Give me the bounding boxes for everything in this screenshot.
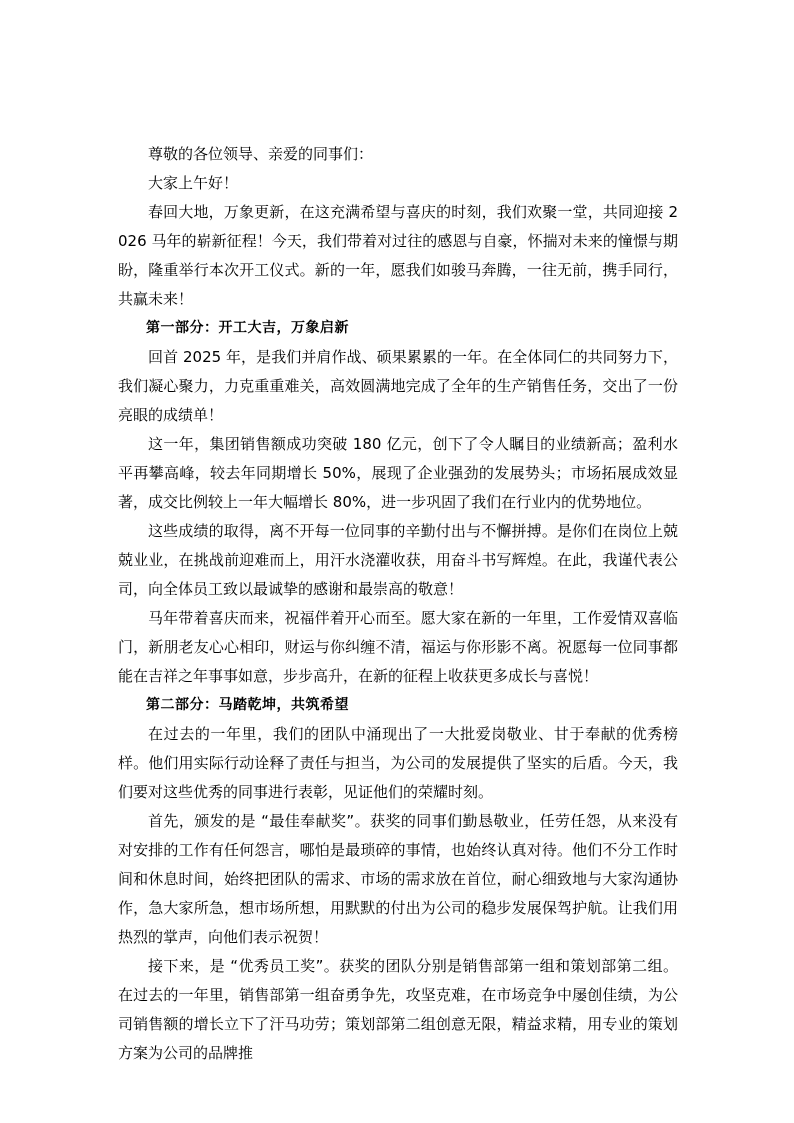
document-body xyxy=(118,140,678,1068)
section-one-paragraph-4: 马年带着喜庆而来，祝福伴着开心而至。愿大家在新的一年里，工作爱情双喜临门，新朋老友心心相印，财运与你纠缠不清，福运与你形影不离。祝愿每一位同事都能在吉祥之年事事如意，步步高升，在新的征程上收获更多成长与喜悦！ xyxy=(118,609,678,685)
section-two-paragraph-3: 接下来，是 “优秀员工奖”。获奖的团队分别是销售部第一组和策划部第二组。在过去的一年里，销售部第一组奋勇争先，攻坚克难，在市场竞争中屡创佳绩，为公司销售额的增长立下了汗马功劳；策划部第二组创意无限，精益求精，用专业的策划方案为公司的品牌推 xyxy=(118,957,678,1062)
section-one-paragraph-3: 这些成绩的取得，离不开每一位同事的辛勤付出与不懈拼搏。是你们在岗位上兢兢业业，在挑战前迎难而上，用汗水浇灌收获，用奋斗书写辉煌。在此，我谨代表公司，向全体员工致以最诚挚的感谢和最崇高的敬意！ xyxy=(118,522,678,598)
section-two-paragraph-1: 在过去的一年里，我们的团队中涌现出了一大批爱岗敬业、甘于奉献的优秀榜样。他们用实际行动诠释了责任与担当，为公司的发展提供了坚实的后盾。今天，我们要对这些优秀的同事进行表彰，见证他们的荣耀时刻。 xyxy=(118,725,678,801)
opening-paragraph: 春回大地，万象更新，在这充满希望与喜庆的时刻，我们欢聚一堂，共同迎接 2026 马年的崭新征程！今天，我们带着对过往的感恩与自豪，怀揣对未来的憧憬与期盼，隆重举行本次开工仪式。新的一年，愿我们如骏马奔腾，一往无前，携手同行，共赢未来！ xyxy=(118,203,678,308)
section-one-heading: 第一部分：开工大吉，万象启新 xyxy=(146,320,349,336)
section-two-paragraph-2: 首先，颁发的是 “最佳奉献奖”。获奖的同事们勤恳敬业，任劳任怨，从来没有对安排的工作有任何怨言，哪怕是最琐碎的事情，也始终认真对待。他们不分工作时间和休息时间，始终把团队的需求、市场的需求放在首位，耐心细致地与大家沟通协作，急大家所急，想市场所想，用默默的付出为公司的稳步发展保驾护航。让我们用热烈的掌声，向他们表示祝贺！ xyxy=(118,812,678,946)
section-one-paragraph-1: 回首 2025 年，是我们并肩作战、硕果累累的一年。在全体同仁的共同努力下，我们凝心聚力，力克重重难关，高效圆满地完成了全年的生产销售任务，交出了一份亮眼的成绩单！ xyxy=(118,348,678,424)
section-one-paragraph-2: 这一年，集团销售额成功突破 180 亿元，创下了令人瞩目的业绩新高；盈利水平再攀高峰，较去年同期增长 50%，展现了企业强劲的发展势头；市场拓展成效显著，成交比例较上一年大幅增长 80%，进一步巩固了我们在行业内的优势地位。 xyxy=(118,435,678,511)
greeting-paragraph: 大家上午好！ xyxy=(148,174,239,192)
section-two-heading: 第二部分：马踏乾坤，共筑希望 xyxy=(146,697,349,713)
salutation-paragraph: 尊敬的各位领导、亲爱的同事们： xyxy=(148,145,374,163)
